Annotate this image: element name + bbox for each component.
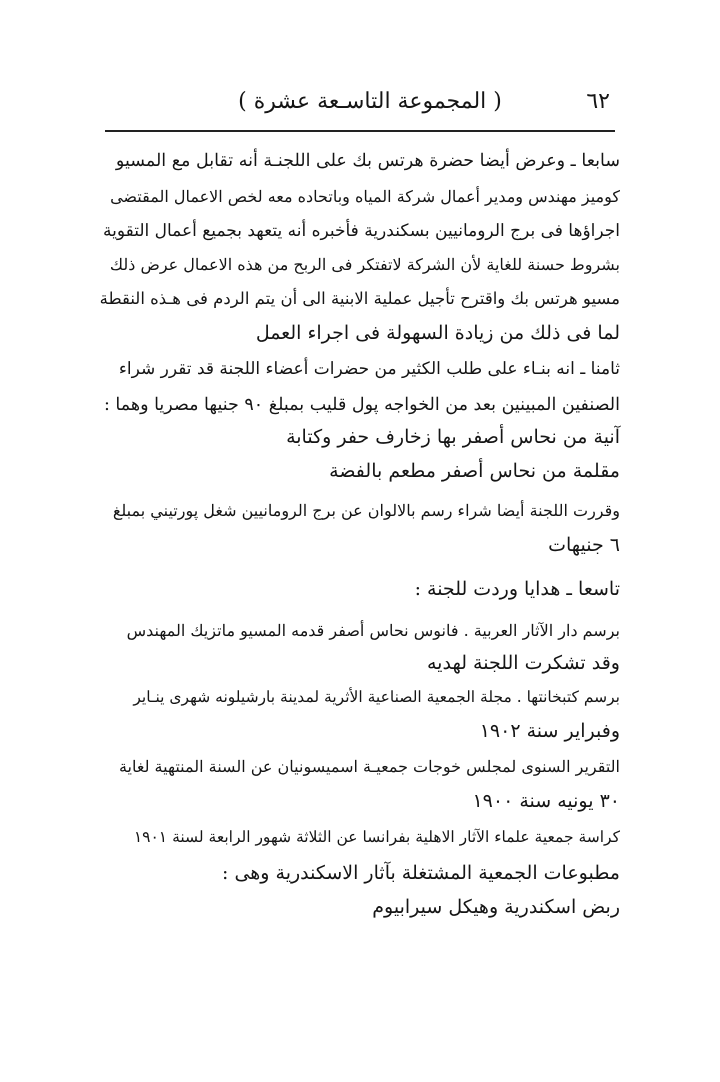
text-line: وقد تشكرت اللجنة لهديه: [427, 652, 620, 674]
text-line: التقرير السنوى لمجلس خوجات جمعيـة اسميسونيان عن السنة المنتهية لغاية: [118, 757, 620, 776]
text-line: برسم دار الآثار العربية . فانوس نحاس أصفر قدمه المسيو ماتزيك المهندس: [126, 621, 620, 640]
header-rule: [105, 130, 615, 132]
running-title: ( المجموعة التاسـعة عشرة ): [238, 89, 502, 114]
text-line: بشروط حسنة للغاية لأن الشركة لاتفتكر فى الربح من هذه الاعمال عرض ذلك: [109, 255, 620, 274]
text-line: مقلمة من نحاس أصفر مطعم بالفضة: [329, 460, 620, 482]
text-line: كراسة جمعية علماء الآثار الاهلية بفرانسا عن الثلاثة شهور الرابعة لسنة ١٩٠١: [133, 828, 620, 846]
text-line: ربض اسكندرية وهيكل سيرابيوم: [372, 896, 620, 918]
text-line: لما فى ذلك من زيادة السهولة فى اجراء العمل: [255, 322, 620, 344]
text-line: اجراؤها فى برج الرومانيين بسكندرية فأخبره أنه يتعهد بجميع أعمال التقوية: [102, 221, 620, 241]
text-line: الصنفين المبينين بعد من الخواجه پول قليب بمبلغ ٩٠ جنيها مصريا وهما :: [103, 395, 620, 415]
text-line: آنية من نحاس أصفر بها زخارف حفر وكتابة: [286, 426, 620, 448]
text-line: تاسعا ـ هدايا وردت للجنة :: [414, 578, 620, 600]
text-line: مطبوعات الجمعية المشتغلة بآثار الاسكندرية وهى :: [222, 862, 620, 884]
page-number: ٦٢: [586, 89, 610, 114]
text-line: كوميز مهندس ومدير أعمال شركة المياه وباتحاده معه لخص الاعمال المقتضى: [110, 187, 620, 206]
text-line: وفبراير سنة ١٩٠٢: [479, 720, 620, 742]
text-line: ٦ جنيهات: [548, 534, 620, 556]
text-line: وقررت اللجنة أيضا شراء رسم بالالوان عن برج الرومانيين شغل پورتيني بمبلغ: [112, 501, 620, 520]
text-line: ٣٠ يونيه سنة ١٩٠٠: [472, 790, 620, 812]
text-line: ثامنا ـ انه بنـاء على طلب الكثير من حضرات أعضاء اللجنة قد تقرر شراء: [118, 359, 620, 379]
text-line: برسم كتبخانتها . مجلة الجمعية الصناعية الأثرية لمدينة بارشيلونه شهرى ينـاير: [133, 688, 620, 706]
text-line: مسيو هرتس بك واقترح تأجيل عملية الابنية الى أن يتم الردم فى هـذه النقطة: [99, 289, 620, 308]
text-line: سابعا ـ وعرض أيضا حضرة هرتس بك على اللجنـة أنه تقابل مع المسيو: [115, 151, 620, 171]
